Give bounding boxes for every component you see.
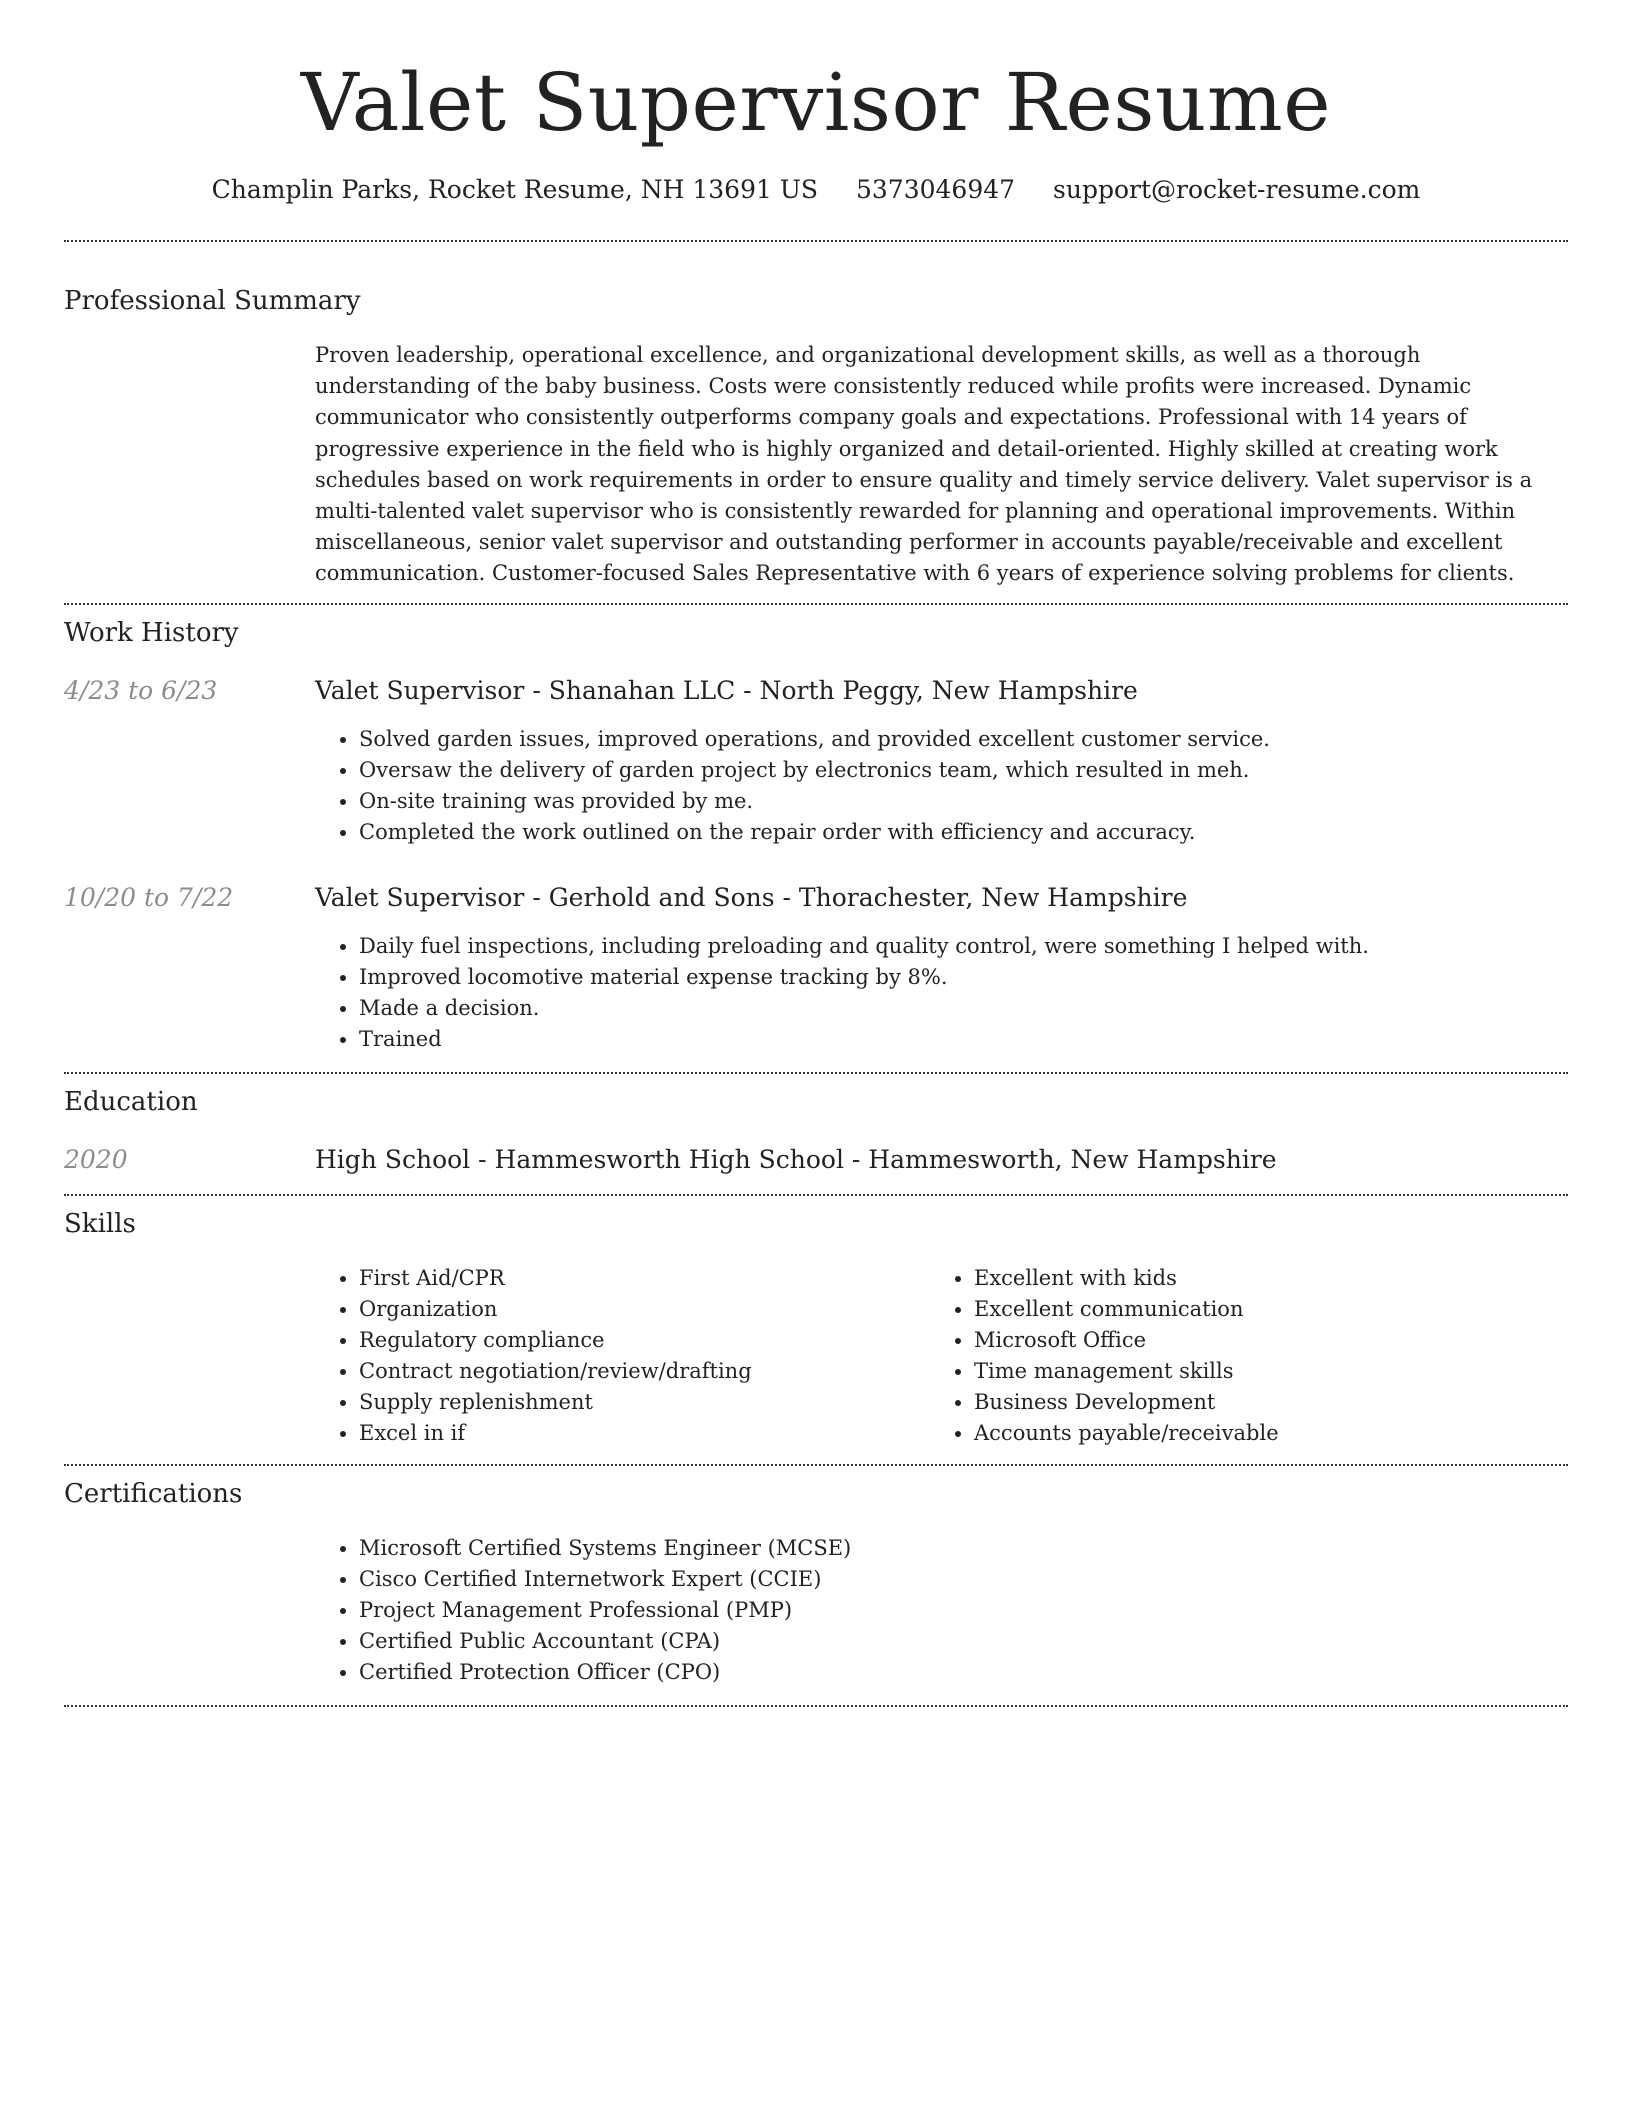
divider (64, 1464, 1568, 1466)
list-item: • On-site training was provided by me. (359, 786, 1270, 817)
list-item: • Improved locomotive material expense tracking by 8%. (359, 962, 1369, 993)
list-item: • Excel in if (359, 1418, 752, 1449)
list-item: • Solved garden issues, improved operations, and provided excellent customer service. (359, 724, 1270, 755)
list-item: • Supply replenishment (359, 1387, 752, 1418)
contact-email: support@rocket-resume.com (1053, 175, 1421, 204)
list-item: • Accounts payable/receivable (974, 1418, 1279, 1449)
resume-title: Valet Supervisor Resume (300, 56, 1332, 149)
skills-list-right (930, 1263, 1279, 1449)
divider (64, 1072, 1568, 1074)
job-title: Valet Supervisor - Shanahan LLC - North Peggy, New Hampshire (315, 676, 1138, 705)
job-dates: 10/20 to 7/22 (64, 883, 234, 912)
divider (64, 1705, 1568, 1707)
certifications-heading: Certifications (64, 1479, 243, 1509)
education-details: - Hammesworth High School - Hammesworth, New Hampshire (470, 1145, 1277, 1174)
list-item: • Business Development (974, 1387, 1279, 1418)
list-item: • Organization (359, 1294, 752, 1325)
list-item: • Contract negotiation/review/drafting (359, 1356, 752, 1387)
certifications-list (315, 1533, 851, 1688)
education-entry (315, 1142, 1277, 1178)
list-item: • Made a decision. (359, 993, 1369, 1024)
list-item: • Certified Protection Officer (CPO) (359, 1657, 851, 1688)
list-item: • Regulatory compliance (359, 1325, 752, 1356)
contact-phone: 5373046947 (856, 175, 1016, 204)
list-item: • Daily fuel inspections, including preloading and quality control, were something I helped with. (359, 931, 1369, 962)
contact-address: Champlin Parks, Rocket Resume, NH 13691 US (211, 175, 819, 204)
list-item: • Cisco Certified Internetwork Expert (CCIE) (359, 1564, 851, 1595)
education-heading: Education (64, 1087, 198, 1117)
list-item: • Completed the work outlined on the repair order with efficiency and accuracy. (359, 817, 1270, 848)
summary-heading: Professional Summary (64, 286, 361, 316)
summary-text: Proven leadership, operational excellence, and organizational development skills, as well as a thorough understanding of the baby business. Costs were consistently reduced while profits were increased. Dynamic communicator who consistently outperforms company goals and expectations. Professional with 14 years of progressive experience in the field who is highly organized and detail-oriented. Highly skilled at creating work schedules based on work requirements in order to ensure quality and timely service delivery. Valet supervisor is a multi-talented valet supervisor who is consistently rewarded for planning and operational improvements. Within miscellaneous, senior valet supervisor and outstanding performer in accounts payable/receivable and excellent communication. Customer-focused Sales Representative with 6 years of experience solving problems for clients. (315, 343, 1533, 586)
list-item: • Project Management Professional (PMP) (359, 1595, 851, 1626)
list-item: • First Aid/CPR (359, 1263, 752, 1294)
job-title: Valet Supervisor - Gerhold and Sons - Thorachester, New Hampshire (315, 883, 1188, 912)
job-bullets (315, 724, 1270, 848)
list-item: • Microsoft Certified Systems Engineer (MCSE) (359, 1533, 851, 1564)
education-year: 2020 (64, 1145, 128, 1174)
skills-list-left (315, 1263, 752, 1449)
contact-line (64, 170, 1568, 210)
list-item: • Excellent communication (974, 1294, 1279, 1325)
education-degree: High School (315, 1145, 471, 1174)
list-item: • Certified Public Accountant (CPA) (359, 1626, 851, 1657)
work-history-heading: Work History (64, 618, 239, 648)
job-dates: 4/23 to 6/23 (64, 676, 218, 705)
list-item: • Oversaw the delivery of garden project by electronics team, which resulted in meh. (359, 755, 1270, 786)
divider (64, 240, 1568, 242)
list-item: • Trained (359, 1024, 1369, 1055)
divider (64, 1194, 1568, 1196)
list-item: • Microsoft Office (974, 1325, 1279, 1356)
list-item: • Excellent with kids (974, 1263, 1279, 1294)
skills-heading: Skills (64, 1209, 136, 1239)
list-item: • Time management skills (974, 1356, 1279, 1387)
job-bullets (315, 931, 1369, 1055)
divider (64, 603, 1568, 605)
